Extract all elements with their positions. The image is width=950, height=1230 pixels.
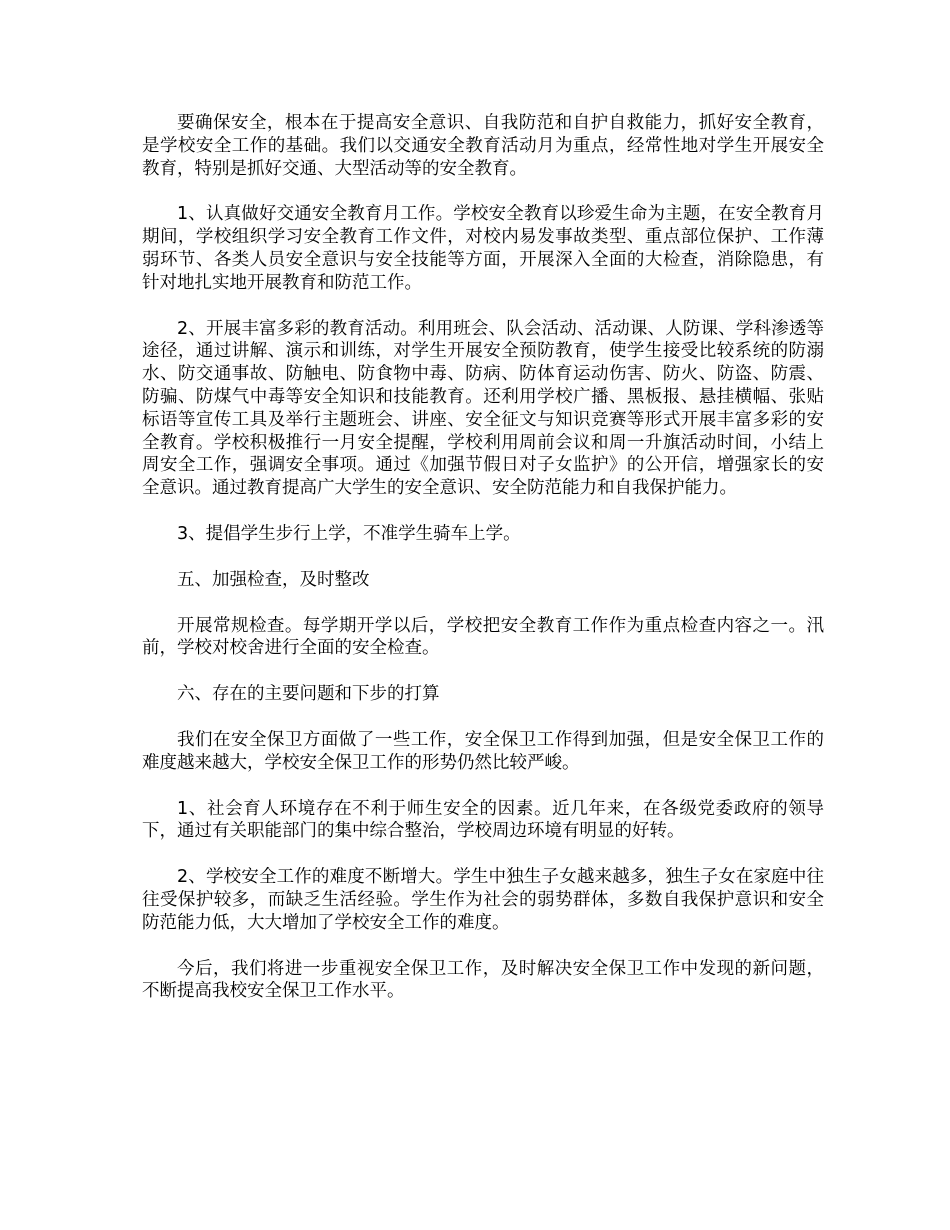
section-heading-5: 五、加强检查，及时整改 bbox=[177, 569, 370, 590]
paragraph-intro: 要确保安全，根本在于提高安全意识、自我防范和自护自救能力，抓好安全教育，是学校安全工作的基础。我们以交通安全教育活动月为重点，经常性地对学生开展安全教育，特别是抓好交通、大型活动等的安全教育。 bbox=[142, 113, 824, 179]
document-body bbox=[142, 112, 824, 1026]
paragraph-problems-summary: 我们在安全保卫方面做了一些工作，安全保卫工作得到加强，但是安全保卫工作的难度越来越大，学校安全保卫工作的形势仍然比较严峻。 bbox=[142, 729, 824, 773]
paragraph-problem-1: 1、社会育人环境存在不利于师生安全的因素。近几年来，在各级党委政府的领导下，通过有关职能部门的集中综合整治，学校周边环境有明显的好转。 bbox=[142, 798, 824, 842]
paragraph-item-3-walking: 3、提倡学生步行上学，不准学生骑车上学。 bbox=[177, 523, 521, 544]
paragraph-item-1-traffic-month: 1、认真做好交通安全教育月工作。学校安全教育以珍爱生命为主题，在安全教育月期间，学校组织学习安全教育工作文件，对校内易发事故类型、重点部位保护、工作薄弱环节、各类人员安全意识与安全技能等方面，开展深入全面的大检查，消除隐患，有针对地扎实地开展教育和防范工作。 bbox=[142, 204, 824, 293]
paragraph-problem-2: 2、学校安全工作的难度不断增大。学生中独生子女越来越多，独生子女在家庭中往往受保护较多，而缺乏生活经验。学生作为社会的弱势群体，多数自我保护意识和安全防范能力低，大大增加了学校安全工作的难度。 bbox=[142, 867, 824, 933]
paragraph-item-2-activities: 2、开展丰富多彩的教育活动。利用班会、队会活动、活动课、人防课、学科渗透等途径，通过讲解、演示和训练，对学生开展安全预防教育，使学生接受比较系统的防溺水、防交通事故、防触电、防食物中毒、防病、防体育运动伤害、防火、防盗、防震、防骗、防煤气中毒等安全知识和技能教育。还利用学校广播、黑板报、悬挂横幅、张贴标语等宣传工具及举行主题班会、讲座、安全征文与知识竞赛等形式开展丰富多彩的安全教育。学校积极推行一月安全提醒，学校利用周前会议和周一升旗活动时间，小结上周安全工作，强调安全事项。通过《加强节假日对子女监护》的公开信，增强家长的安全意识。通过教育提高广大学生的安全意识、安全防范能力和自我保护能力。 bbox=[142, 318, 824, 499]
paragraph-conclusion: 今后，我们将进一步重视安全保卫工作，及时解决安全保卫工作中发现的新问题，不断提高我校安全保卫工作水平。 bbox=[142, 958, 824, 1002]
paragraph-routine-inspection: 开展常规检查。每学期开学以后，学校把安全教育工作作为重点检查内容之一。汛前，学校对校舍进行全面的安全检查。 bbox=[142, 615, 824, 659]
section-heading-6: 六、存在的主要问题和下步的打算 bbox=[177, 684, 440, 705]
